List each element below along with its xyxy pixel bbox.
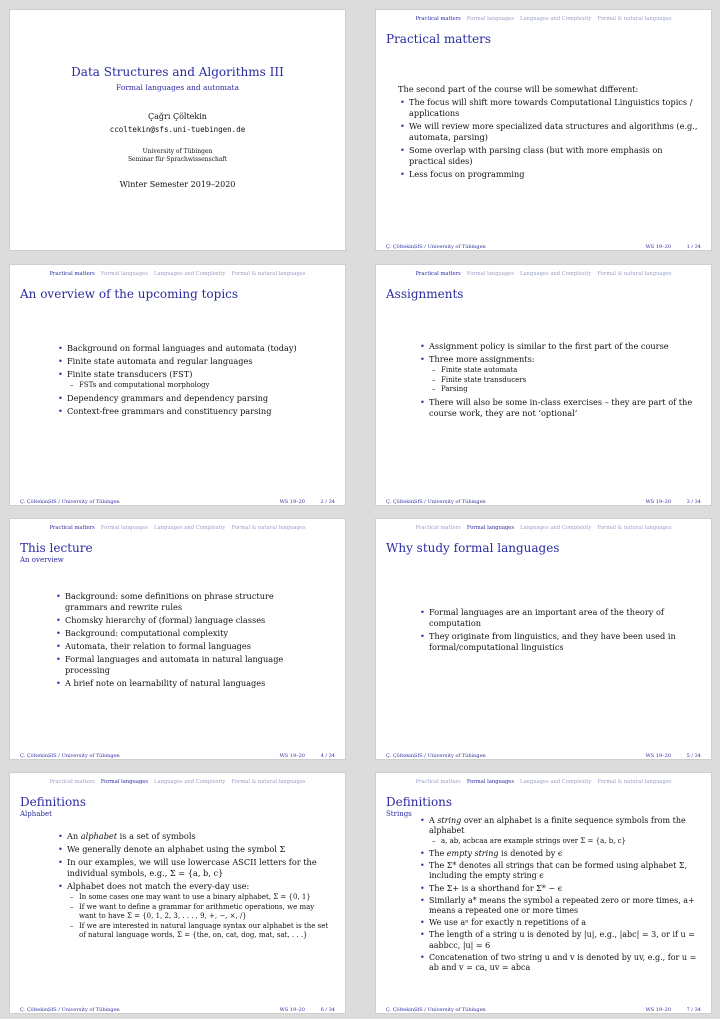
nav-bar xyxy=(376,16,711,22)
footer-author: Ç. Çöltekin, xyxy=(20,1007,50,1013)
sub-item: – a, ab, acbcaa are example strings over Σ = {a, b, c} xyxy=(429,837,699,847)
text-run: The xyxy=(429,848,447,858)
nav-item[interactable]: Languages and Complexity xyxy=(520,271,592,277)
nav-bar xyxy=(10,779,345,785)
footer-author: Ç. Çöltekin, xyxy=(386,1007,416,1013)
list-item: • Assignment policy is similar to the first part of the course xyxy=(420,341,701,352)
footer-institute: SfS / University of Tübingen xyxy=(48,753,120,759)
footer-semester: WS 19–20 xyxy=(645,1007,671,1013)
bullet-list xyxy=(420,816,699,975)
bullet-list xyxy=(58,831,331,943)
intro-text: The second part of the course will be somewhat different: xyxy=(398,84,639,94)
nav-item[interactable]: Languages and Complexity xyxy=(154,525,226,531)
slide-heading: This lecture xyxy=(20,541,93,555)
slide-subheading: Strings xyxy=(386,810,412,818)
footer-institute: SfS / University of Tübingen xyxy=(414,1007,486,1013)
list-item-text: Finite state transducers (FST) xyxy=(67,369,193,379)
sub-item: – Finite state transducers xyxy=(429,376,701,386)
slide-assignments xyxy=(375,264,712,506)
list-item xyxy=(58,831,331,842)
slide-subheading: Alphabet xyxy=(20,810,52,818)
nav-item[interactable]: Formal languages xyxy=(100,779,148,785)
list-item: • Context-free grammars and constituency parsing xyxy=(58,406,335,417)
sub-item: – In some cases one may want to use a binary alphabet, Σ = {0, 1} xyxy=(67,893,331,903)
footer-author: Ç. Çöltekin, xyxy=(386,499,416,505)
nav-bar xyxy=(10,271,345,277)
slide-definitions-strings xyxy=(375,772,712,1014)
footer-semester: WS 19–20 xyxy=(645,499,671,505)
footer-institute: SfS / University of Tübingen xyxy=(48,499,120,505)
list-item: • Less focus on programming xyxy=(400,169,701,180)
slide-title xyxy=(9,9,346,251)
nav-item[interactable]: Formal languages xyxy=(466,779,514,785)
footer-semester: WS 19–20 xyxy=(279,499,305,505)
bullet-list xyxy=(56,591,305,691)
footer-author: Ç. Çöltekin, xyxy=(386,244,416,250)
text-run: An xyxy=(67,831,81,841)
slide-heading: Assignments xyxy=(386,287,464,301)
nav-item[interactable]: Formal languages xyxy=(466,525,514,531)
list-item-text: Alphabet does not match the every-day use: xyxy=(67,881,250,891)
institution-seminar: Seminar für Sprachwissenschaft xyxy=(127,156,228,163)
nav-item[interactable]: Practical matters xyxy=(415,271,461,277)
bullet-list xyxy=(420,341,701,421)
nav-item[interactable]: Formal & natural languages xyxy=(597,525,672,531)
deck-subtitle: Formal languages and automata xyxy=(116,83,239,92)
page-number: 2 / 34 xyxy=(320,499,335,505)
page-number: 3 / 34 xyxy=(686,499,701,505)
list-item: • Concatenation of two string u and v is denoted by uv, e.g., for u = ab and v = ca, uv = abca xyxy=(420,953,699,973)
list-item-text: Three more assignments: xyxy=(429,354,535,364)
slide-why-formal-languages xyxy=(375,518,712,760)
nav-item[interactable]: Formal languages xyxy=(100,525,148,531)
sub-item: – Parsing xyxy=(429,385,701,395)
nav-item[interactable]: Practical matters xyxy=(415,16,461,22)
list-item: • They originate from linguistics, and they have been used in formal/computational linguistics xyxy=(420,631,701,653)
bullet-list xyxy=(420,607,701,655)
slide-heading: An overview of the upcoming topics xyxy=(20,287,239,301)
page-number: 7 / 34 xyxy=(686,1007,701,1013)
list-item: • The Σ+ is a shorthand for Σ* − ϵ xyxy=(420,884,699,894)
list-item: • The length of a string u is denoted by |u|, e.g., |abc| = 3, or if u = aabbcc, |u| = 6 xyxy=(420,930,699,950)
slide-this-lecture xyxy=(9,518,346,760)
deck-date: Winter Semester 2019–2020 xyxy=(119,180,236,189)
list-item: • We will review more specialized data structures and algorithms (e.g., automata, parsing) xyxy=(400,121,701,143)
term-emphasis: empty string xyxy=(446,848,499,858)
list-item: • Similarly a* means the symbol a repeated zero or more times, a+ means a repeated one or more times xyxy=(420,896,699,916)
slide-heading: Why study formal languages xyxy=(386,541,560,555)
list-item: • In our examples, we will use lowercase ASCII letters for the individual symbols, e.g., Σ = {a, b, c} xyxy=(58,857,331,879)
nav-item[interactable]: Languages and Complexity xyxy=(520,525,592,531)
nav-bar xyxy=(10,525,345,531)
author-email: ccoltekin@sfs.uni-tuebingen.de xyxy=(109,125,246,134)
list-item: • Finite state automata and regular languages xyxy=(58,356,335,367)
nav-item[interactable]: Practical matters xyxy=(49,525,95,531)
text-run: is denoted by ϵ xyxy=(498,848,563,858)
nav-item[interactable]: Formal & natural languages xyxy=(597,779,672,785)
slide-overview-topics xyxy=(9,264,346,506)
sub-item: – If we want to define a grammar for arithmetic operations, we may want to have Σ = {0, 1, 2, 3, . . . , 9, +, −, ×, /} xyxy=(67,903,331,922)
nav-item[interactable]: Practical matters xyxy=(415,779,461,785)
nav-item[interactable]: Practical matters xyxy=(49,271,95,277)
sub-item: – Finite state automata xyxy=(429,366,701,376)
nav-item[interactable]: Formal & natural languages xyxy=(597,271,672,277)
nav-item[interactable]: Formal languages xyxy=(466,16,514,22)
footer-semester: WS 19–20 xyxy=(279,753,305,759)
footer-institute: SfS / University of Tübingen xyxy=(414,499,486,505)
nav-item[interactable]: Practical matters xyxy=(415,525,461,531)
list-item: • Automata, their relation to formal languages xyxy=(56,641,305,652)
slide-definitions-alphabet xyxy=(9,772,346,1014)
nav-bar xyxy=(376,271,711,277)
nav-item[interactable]: Formal languages xyxy=(100,271,148,277)
footer-institute: SfS / University of Tübingen xyxy=(48,1007,120,1013)
text-run: over an alphabet is a finite sequence symbols from the alphabet xyxy=(429,816,686,836)
nav-item[interactable]: Languages and Complexity xyxy=(520,16,592,22)
list-item: • Dependency grammars and dependency parsing xyxy=(58,393,335,404)
nav-item[interactable]: Formal languages xyxy=(466,271,514,277)
list-item xyxy=(420,354,701,395)
slide-heading: Practical matters xyxy=(386,32,492,46)
slide-subheading: An overview xyxy=(20,556,64,564)
sub-item: – FSTs and computational morphology xyxy=(67,381,335,391)
list-item: • Background: computational complexity xyxy=(56,628,305,639)
list-item: • Background: some definitions on phrase structure grammars and rewrite rules xyxy=(56,591,305,613)
list-item xyxy=(420,849,699,859)
list-item xyxy=(58,881,331,941)
nav-item[interactable]: Practical matters xyxy=(49,779,95,785)
list-item: • The focus will shift more towards Computational Linguistics topics / applications xyxy=(400,97,701,119)
slide-practical-matters xyxy=(375,9,712,251)
nav-item[interactable]: Languages and Complexity xyxy=(154,271,226,277)
footer-author: Ç. Çöltekin, xyxy=(20,753,50,759)
page-number: 1 / 34 xyxy=(686,244,701,250)
page-number: 6 / 34 xyxy=(320,1007,335,1013)
sub-item: – If we are interested in natural language syntax our alphabet is the set of natural language words, Σ = {the, on, cat, dog, mat, sat, . . .} xyxy=(67,922,331,941)
nav-item[interactable]: Formal & natural languages xyxy=(231,525,306,531)
nav-bar xyxy=(376,525,711,531)
list-item: • Formal languages and automata in natural language processing xyxy=(56,654,305,676)
slide-heading: Definitions xyxy=(386,795,453,809)
footer-semester: WS 19–20 xyxy=(645,753,671,759)
author-name: Çağrı Çöltekin xyxy=(148,112,207,121)
list-item: • Background on formal languages and automata (today) xyxy=(58,343,335,354)
list-item: • The Σ* denotes all strings that can be formed using alphabet Σ, including the empty string ϵ xyxy=(420,861,699,881)
page-number: 4 / 34 xyxy=(320,753,335,759)
nav-item[interactable]: Formal & natural languages xyxy=(231,271,306,277)
term-emphasis: alphabet xyxy=(80,831,118,841)
nav-item[interactable]: Formal & natural languages xyxy=(231,779,306,785)
institution-university: University of Tübingen xyxy=(142,148,213,155)
list-item: • We generally denote an alphabet using the symbol Σ xyxy=(58,844,331,855)
list-item: • A brief note on learnability of natural languages xyxy=(56,678,305,689)
nav-item[interactable]: Languages and Complexity xyxy=(520,779,592,785)
footer-institute: SfS / University of Tübingen xyxy=(414,753,486,759)
list-item: • Some overlap with parsing class (but with more emphasis on practical sides) xyxy=(400,145,701,167)
text-run: A xyxy=(429,816,438,825)
bullet-list xyxy=(58,343,335,419)
footer-semester: WS 19–20 xyxy=(279,1007,305,1013)
nav-bar xyxy=(376,779,711,785)
term-emphasis: string xyxy=(437,816,462,825)
footer-institute: SfS / University of Tübingen xyxy=(414,244,486,250)
footer-author: Ç. Çöltekin, xyxy=(386,753,416,759)
bullet-list xyxy=(400,97,701,182)
page-number: 5 / 34 xyxy=(686,753,701,759)
footer-semester: WS 19–20 xyxy=(645,244,671,250)
list-item: • Formal languages are an important area of the theory of computation xyxy=(420,607,701,629)
nav-item[interactable]: Languages and Complexity xyxy=(154,779,226,785)
nav-item[interactable]: Formal & natural languages xyxy=(597,16,672,22)
list-item: • There will also be some in-class exercises – they are part of the course work, they are not ‘optional’ xyxy=(420,397,701,419)
list-item xyxy=(58,369,335,391)
list-item xyxy=(420,816,699,847)
deck-title: Data Structures and Algorithms III xyxy=(71,65,284,79)
slide-heading: Definitions xyxy=(20,795,87,809)
list-item: • We use aⁿ for exactly n repetitions of a xyxy=(420,918,699,928)
text-run: is a set of symbols xyxy=(117,831,196,841)
list-item: • Chomsky hierarchy of (formal) language classes xyxy=(56,615,305,626)
footer-author: Ç. Çöltekin, xyxy=(20,499,50,505)
